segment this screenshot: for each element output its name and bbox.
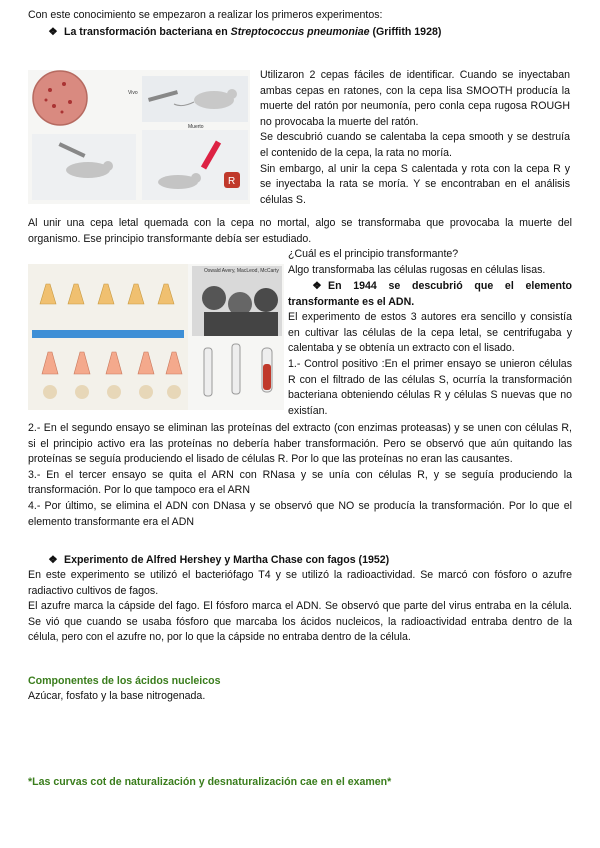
components-text: Azúcar, fosfato y la base nitrogenada. [28,690,206,702]
diamond-bullet-icon: ❖ [48,554,58,566]
avery-answer: Algo transformaba las células rugosas en células lisas. [288,263,546,276]
griffith-text-block [260,68,570,208]
hershey-paragraph-1: En este experimento se utilizó el bacteriófago T4 y se utilizó la radioactividad. Se marcó con fósforo o azufre radiactivo cultivos de fagos. [28,569,572,597]
avery-paragraph-5: 4.- Por último, se elimina el ADN con DNasa y se observó que NO se producía la transformación. Por lo que el elemento transformante era el ADN [28,499,572,528]
avery-figure [28,264,284,410]
griffith-paragraph-1: Utilizaron 2 cepas fáciles de identificar. Cuando se inyectaban ambas cepas en ratones, con la cepa lisa SMOOTH producía la muerte del ratón por neumonía, pero conla cepa rugosa ROUGH no provocaba la muerte del ratón. [260,69,570,128]
exam-note: *Las curvas cot de naturalización y desnaturalización cae en el examen* [28,776,392,788]
avery-paragraph-4: 3.- En el tercer ensayo se quita el ARN con RNasa y se unía con células R, y se seguía produciendo la transformación. Por lo que tampoco era el ARN [28,468,572,497]
petri-dish-icon [33,71,87,125]
avery-question: ¿Cuál es el principio transformante? [288,248,459,260]
rough-strain-label: R [228,176,236,187]
avery-photo-caption: Oswald Avery, MacLeod, McCarty [204,268,279,274]
avery-text-block [288,279,572,419]
hershey-heading: ❖ Experimento de Alfred Hershey y Martha Chase con fagos (1952) [46,553,389,569]
avery-trials-block [28,421,572,530]
intro-text: Con este conocimiento se empezaron a realizar los primeros experimentos: [28,9,383,21]
avery-heading: ❖ En 1944 se descubrió que el elemento transformante es el ADN. [288,280,572,308]
scientist-portrait-1 [202,286,226,310]
griffith-conclusion: Al unir una cepa letal quemada con la cepa no mortal, algo se transformaba que provocaba la muerte del organismo. Ese principio transformante debía ser estudiado. [28,217,572,245]
components-heading: Componentes de los ácidos nucleicos [28,675,221,687]
avery-intro-block [288,247,572,278]
griffith-paragraph-2: Se descubrió cuando se calentaba la cepa smooth y se destruía el contenido de la cepa, la rata no moría. [260,131,570,159]
avery-illustration [28,264,284,410]
griffith-figure [28,70,250,204]
griffith-paragraph-3: Sin embargo, al unir la cepa S calentada y rota con la cepa R y se inyectaba la rata se moría. Y se encontraban en el análisis células S. [260,162,570,206]
diamond-bullet-icon: ❖ [312,280,322,292]
test-tube-icon [204,348,212,396]
griffith-heading: ❖ La transformación bacteriana en Streptococcus pneumoniae (Griffith 1928) [46,25,441,41]
hershey-paragraph-2: El azufre marca la cápside del fago. El fósforo marca el ADN. Se observó que parte del virus entraba en la célula. Se vió que cuando se usaba fósforo que marcaba los ácidos nucleicos, la radioactividad entraba dentro de la célula, pero con el azufre no, por lo que la cápside no entraba dentro de la célula. [28,600,572,644]
griffith-illustration [28,70,250,204]
scientist-portrait-3 [254,288,278,312]
figure-label-dead: Muerto [188,124,204,130]
figure-label-live: Vivo [128,90,138,96]
avery-paragraph-1: El experimento de estos 3 autores era sencillo y consistía en cultivar las células de la cepa letal, se centrifugaba y calentaba y se obtenía un extracto con el lisado. [288,311,572,355]
avery-paragraph-2: 1.- Control positivo :En el primer ensayo se unieron células R con el filtrado de las células S, ocurría la transformación bacteriana obteniendo células R y células S nuevas que no existían. [288,357,572,417]
hershey-text-block [28,568,572,646]
avery-paragraph-3: 2.- En el segundo ensayo se eliminan las proteínas del extracto (con enzimas proteasas) y se unen con células R, si el principio activo era las proteínas no debería haber transformación. Pero se observó que aún quitando las proteínas se seguía produciendo el lisado de células R. Por lo que las proteínas no eran las causantes. [28,422,572,466]
diamond-bullet-icon: ❖ [48,26,58,38]
